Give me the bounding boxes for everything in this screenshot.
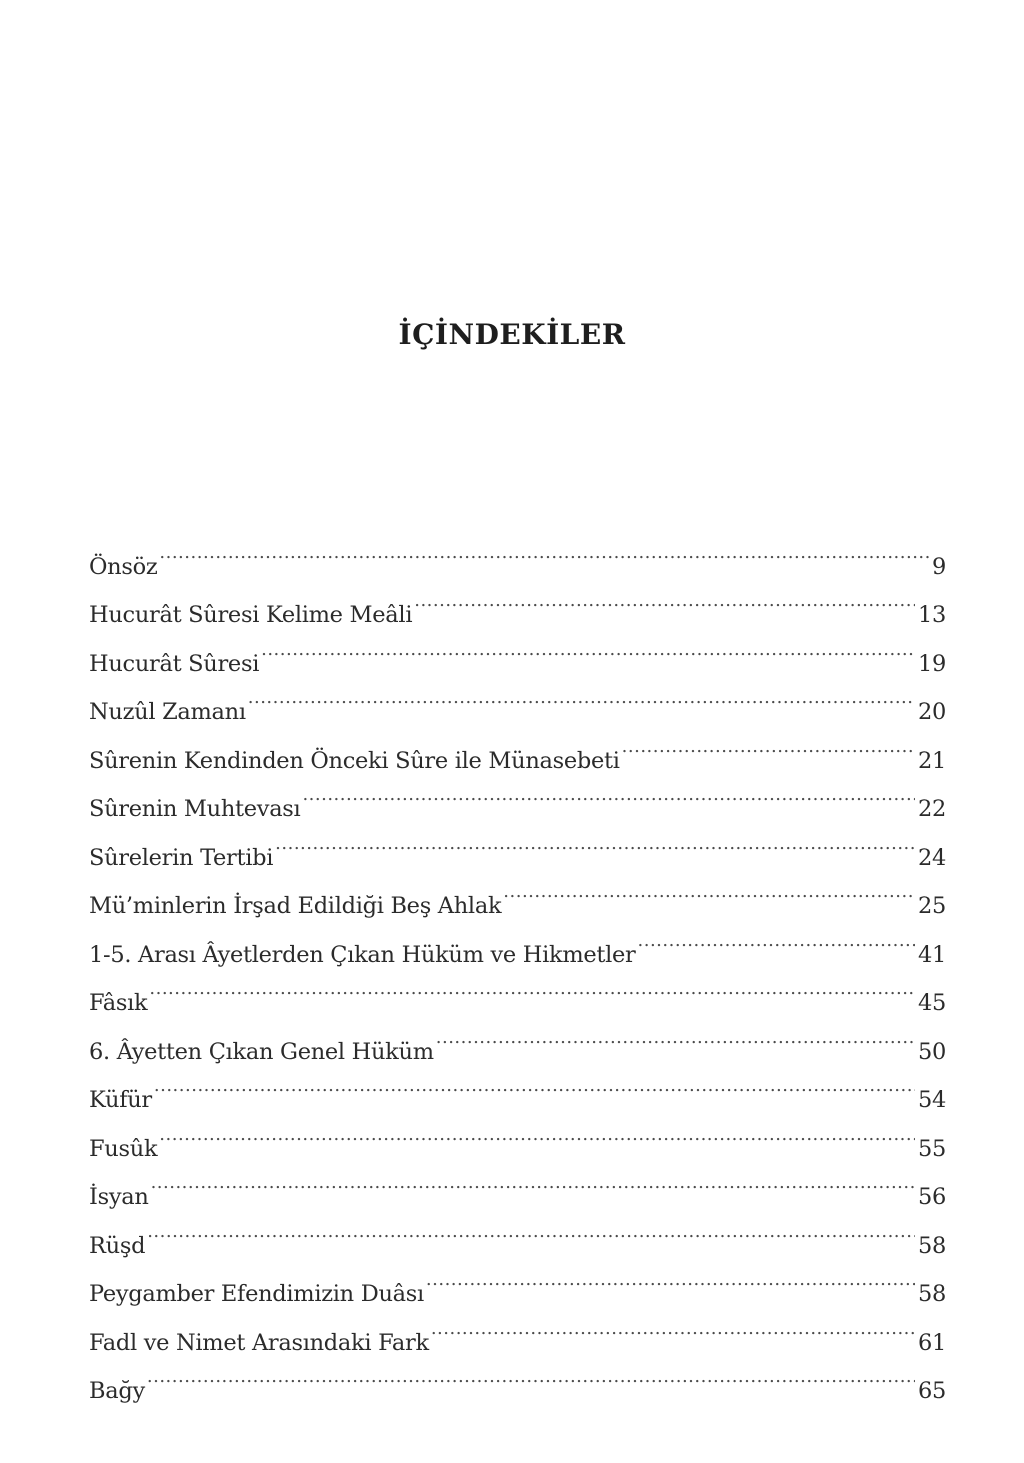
- toc-entry-page: 25: [917, 893, 946, 919]
- toc-entry-label: Nuzûl Zamanı: [89, 699, 246, 725]
- toc-entry: [89, 574, 946, 628]
- toc-entry-page: 58: [917, 1281, 946, 1307]
- toc-entry-label: Mü’minlerin İrşad Edildiği Beş Ahlak: [89, 893, 502, 919]
- toc-entry-page: 45: [917, 990, 946, 1016]
- toc-dot-leader: [302, 768, 915, 817]
- toc-entry-label: Önsöz: [89, 553, 158, 580]
- toc-entry-page: 13: [917, 602, 946, 628]
- toc-dot-leader: [147, 1204, 915, 1253]
- toc-entry-page: 58: [917, 1232, 946, 1259]
- toc-entry-page: 65: [917, 1378, 946, 1404]
- toc-entry-page: 21: [917, 747, 946, 774]
- toc-entry-page: 54: [917, 1087, 946, 1113]
- toc-entry-label: Küfür: [89, 1087, 152, 1113]
- toc-dot-leader: [151, 1156, 915, 1205]
- toc-entry-label: Peygamber Efendimizin Duâsı: [89, 1281, 424, 1307]
- toc-entry: [89, 1350, 946, 1404]
- toc-dot-leader: [248, 671, 915, 720]
- toc-dot-leader: [159, 525, 929, 574]
- toc-entry-label: Bağy: [89, 1378, 145, 1404]
- table-of-contents: [89, 525, 946, 1404]
- toc-entry-label: Fâsık: [89, 990, 148, 1016]
- toc-dot-leader: [431, 1301, 915, 1350]
- toc-entry-page: 55: [917, 1135, 946, 1162]
- toc-entry-page: 61: [917, 1329, 946, 1356]
- toc-entry: [89, 1059, 946, 1113]
- toc-entry-page: 20: [917, 699, 946, 725]
- toc-dot-leader: [275, 816, 915, 865]
- toc-entry-page: 41: [917, 941, 946, 968]
- toc-entry: [89, 1156, 946, 1210]
- toc-entry-label: Fadl ve Nimet Arasındaki Fark: [89, 1329, 429, 1356]
- toc-dot-leader: [159, 1107, 915, 1156]
- toc-entry: [89, 1204, 946, 1259]
- toc-entry-label: İsyan: [89, 1184, 149, 1210]
- toc-dot-leader: [638, 913, 915, 962]
- toc-entry-label: 1-5. Arası Âyetlerden Çıkan Hüküm ve Hikmetler: [89, 941, 636, 968]
- toc-entry-page: 19: [917, 650, 946, 677]
- toc-entry-label: Hucurât Sûresi Kelime Meâli: [89, 602, 413, 628]
- page-title: İÇİNDEKİLER: [398, 318, 626, 351]
- toc-dot-leader: [149, 962, 915, 1011]
- toc-dot-leader: [154, 1059, 915, 1108]
- toc-entry-label: 6. Âyetten Çıkan Genel Hüküm: [89, 1038, 434, 1065]
- toc-dot-leader: [426, 1253, 915, 1302]
- toc-dot-leader: [622, 719, 915, 768]
- toc-entry: [89, 525, 946, 580]
- toc-entry-page: 24: [917, 844, 946, 871]
- toc-entry-label: Sûrenin Kendinden Önceki Sûre ile Münasebeti: [89, 747, 620, 774]
- toc-entry-page: 50: [917, 1038, 946, 1065]
- toc-entry: [89, 1253, 946, 1307]
- toc-entry-label: Hucurât Sûresi: [89, 650, 260, 677]
- toc-entry-page: 22: [917, 796, 946, 822]
- toc-dot-leader: [147, 1350, 915, 1399]
- toc-entry-page: 56: [917, 1184, 946, 1210]
- toc-entry-label: Sûrelerin Tertibi: [89, 844, 274, 871]
- toc-entry: [89, 1107, 946, 1162]
- toc-dot-leader: [414, 574, 915, 623]
- toc-entry-label: Sûrenin Muhtevası: [89, 796, 301, 822]
- toc-entry: [89, 962, 946, 1016]
- toc-dot-leader: [261, 622, 915, 671]
- toc-entry-label: Rüşd: [89, 1232, 146, 1259]
- toc-dot-leader: [503, 865, 915, 914]
- toc-entry-page: 9: [931, 553, 946, 580]
- toc-dot-leader: [436, 1010, 915, 1059]
- toc-entry-label: Fusûk: [89, 1135, 158, 1162]
- toc-entry: [89, 1010, 946, 1065]
